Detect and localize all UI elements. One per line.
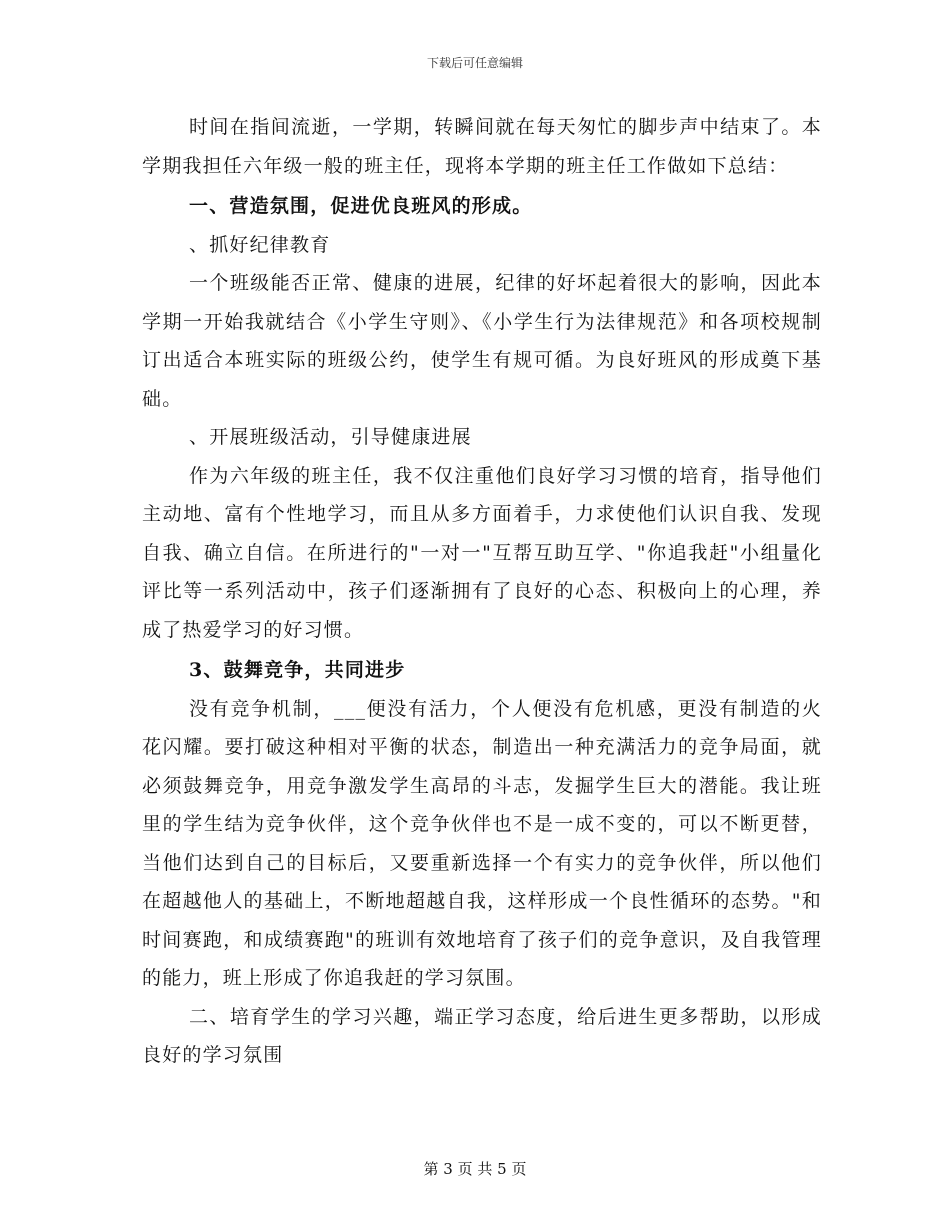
subheading-discipline: 、抓好纪律教育 [189, 233, 331, 256]
subheading-activities: 、开展班级活动，引导健康进展 [189, 426, 472, 448]
section-heading-1: 一、营造氛围，促进优良班风的形成。 [189, 195, 533, 217]
competition-paragraph: 没有竞争机制，___便没有活力，个人便没有危机感，更没有制造的火花闪耀。要打破这种相对平衡的状态，制造出一种充满活力的竞争局面，就必须鼓舞竞争，用竞争激发学生高昂的斗志，发掘学生巨大的潜能。我让班里的学生结为竞争伙伴，这个竞争伙伴也不是一成不变的，可以不断更替，当他们达到自己的目标后，又要重新选择一个有实力的竞争伙伴，所以他们在超越他人的基础上，不断地超越自我，这样形成一个良性循环的态势。"和时间赛跑，和成绩赛跑"的班训有效地培育了孩子们的竞争意识，及自我管理的能力，班上形成了你追我赶的学习氛围。 [142, 697, 822, 989]
section-heading-2: 二、培育学生的学习兴趣，端正学习态度，给后进生更多帮助，以形成良好的学习氛围 [142, 1005, 822, 1066]
page-footer: 第 3 页 共 5 页 [423, 1160, 527, 1178]
page-header: 下载后可任意编辑 [426, 56, 523, 70]
document-body [142, 108, 822, 1075]
activities-paragraph: 作为六年级的班主任，我不仅注重他们良好学习习惯的培育，指导他们主动地、富有个性地学习，而且从多方面着手，力求使他们认识自我、发现自我、确立自信。在所进行的"一对一"互帮互助互学、"你追我赶"小组量化评比等一系列活动中，孩子们逐渐拥有了良好的心态、积极向上的心理，养成了热爱学习的好习惯。 [142, 464, 822, 641]
discipline-paragraph: 一个班级能否正常、健康的进展，纪律的好坏起着很大的影响，因此本学期一开始我就结合《小学生守则》、《小学生行为法律规范》和各项校规制订出适合本班实际的班级公约，使学生有规可循。为良好班风的形成奠下基础。 [142, 272, 822, 410]
subheading-competition: 3、鼓舞竞争，共同进步 [189, 659, 406, 681]
intro-paragraph: 时间在指间流逝，一学期，转瞬间就在每天匆忙的脚步声中结束了。本学期我担任六年级一般的班主任，现将本学期的班主任工作做如下总结： [142, 116, 822, 177]
